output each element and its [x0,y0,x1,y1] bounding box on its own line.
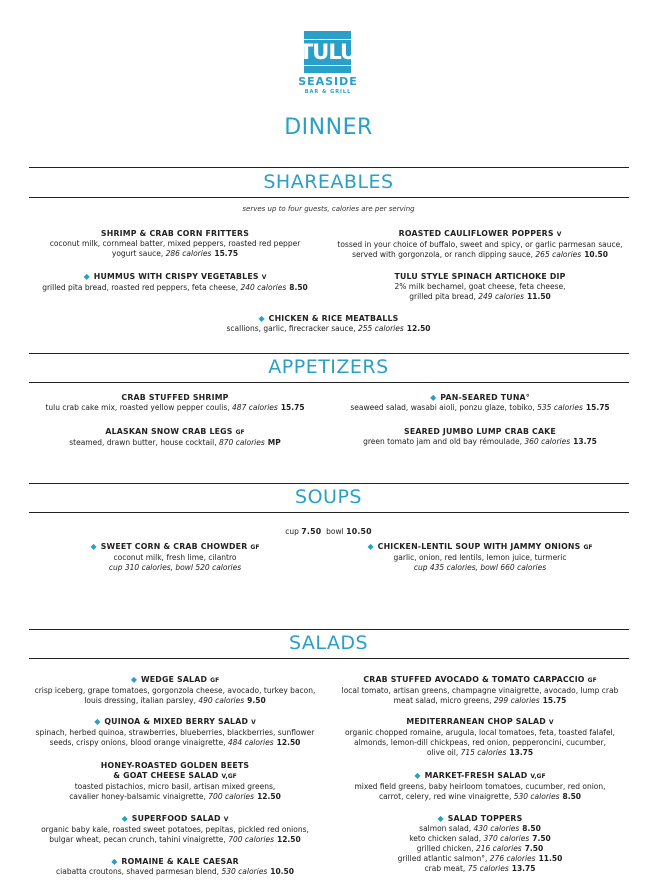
section-title-shareables: SHAREABLES [263,171,394,193]
divider [29,483,629,484]
item-name-line2: & GOAT CHEESE SALAD [113,771,219,780]
item-desc: bulgar wheat, pecan crunch, tahini vinaigrette, [49,835,226,844]
topper-calories: 370 calories [483,834,530,843]
item-calories: 249 calories [478,292,525,301]
topper-calories: 276 calories [489,854,536,863]
item-name: HUMMUS WITH CRISPY VEGETABLES [93,272,259,281]
dietary-tag: V [251,719,256,726]
item-price: 15.75 [585,403,610,412]
dietary-tag: GF [235,429,245,436]
cup-price: 7.50 [301,527,322,536]
section-title-appetizers: APPETIZERS [268,356,389,378]
diamond-icon: ◆ [437,814,444,823]
dietary-tag: V [223,816,229,823]
topper-calories: 430 calories [473,824,520,833]
cup-label: cup [285,527,299,536]
topper-price: 7.50 [532,834,551,843]
dietary-tag: GF [587,677,597,684]
topper-calories: 75 calories [467,864,509,873]
item-desc: cavalier honey-balsamic vinaigrette, [69,792,206,801]
item-desc: spinach, herbed quinoa, strawberries, blueberries, blackberries, sunflower [35,728,315,737]
item-desc: seeds, crispy onions, blood orange vinaigrette, [49,738,226,747]
item-desc: green tomato jam and old bay rémoulade, [363,437,522,446]
item-price: 13.75 [509,748,534,757]
item-price: MP [267,438,281,447]
item-price: 12.50 [276,835,301,844]
topper-label: keto chicken salad, [409,834,482,843]
divider [29,353,629,354]
topper-price: 7.50 [524,844,544,853]
diamond-icon: ◆ [367,542,374,551]
item-desc: almonds, lemon-dill chickpeas, red onion, pepperoncini, cucumber, [354,738,606,747]
tulu-logo [298,31,357,73]
item-calories: 299 calories [493,696,540,705]
topper-price: 8.50 [522,824,541,833]
bowl-price: 10.50 [346,527,372,536]
topper-row [330,864,630,874]
diamond-icon: ◆ [111,857,118,866]
item-name: SEARED JUMBO LUMP CRAB CAKE [404,427,556,436]
dietary-tag: V [556,231,562,238]
item-calories: 484 calories [227,738,274,747]
item-name: ALASKAN SNOW CRAB LEGS [105,427,233,436]
diamond-icon: ◆ [414,771,421,780]
menu-item [30,857,320,877]
item-name: SWEET CORN & CRAB CHOWDER [100,542,248,551]
topper-row [330,824,630,834]
item-price: 10.50 [584,250,608,259]
item-name: TULU STYLE SPINACH ARTICHOKE DIP [394,272,566,281]
menu-item [30,427,320,448]
diamond-icon: ◆ [430,393,437,402]
item-calories: 490 calories [198,696,245,705]
topper-row [330,834,630,844]
section-title-soups: SOUPS [295,486,362,508]
item-calories: 360 calories [524,437,571,446]
menu-item [330,771,630,802]
menu-item [330,229,630,260]
item-desc: steamed, drawn butter, house cocktail, [69,438,217,447]
diamond-icon: ◆ [130,675,137,684]
item-name: CHICKEN-LENTIL SOUP WITH JAMMY ONIONS [377,542,581,551]
bowl-label: bowl [326,527,344,536]
item-desc: louis dressing, italian parsley, [84,696,196,705]
logo-mark: TULU [295,39,360,66]
dietary-tag: V [261,274,267,281]
item-desc: grilled pita bread, roasted red peppers, feta cheese, [42,283,239,292]
menu-item [30,272,320,293]
item-calories: 715 calories [460,748,507,757]
item-calories: 530 calories [513,792,560,801]
menu-item [30,229,320,259]
item-desc: toasted pistachios, micro basil, artisan mixed greens, [74,782,276,791]
item-calories: cup 435 calories, bowl 660 calories [413,563,547,572]
menu-item [330,717,630,758]
topper-label: crab meat, [424,864,466,873]
topper-row [330,844,630,854]
divider [29,197,629,198]
menu-item [330,675,630,706]
item-price: 8.50 [562,792,582,801]
item-name: PAN-SEARED TUNA° [440,393,530,402]
item-desc: organic chopped romaine, arugula, local tomatoes, feta, toasted falafel, [344,728,616,737]
toppers-title: SALAD TOPPERS [447,814,523,823]
menu-item [330,427,630,447]
item-name: WEDGE SALAD [140,675,208,684]
item-calories: 240 calories [240,283,287,292]
topper-label: grilled atlantic salmon°, [397,854,488,863]
topper-price: 11.50 [538,854,563,863]
item-price: 13.75 [573,437,597,446]
item-name: ROMAINE & KALE CAESAR [121,857,239,866]
dietary-tag: V [548,719,554,726]
item-desc: meat salad, micro greens, [393,696,492,705]
item-desc: coconut milk, fresh lime, cilantro [113,553,237,562]
diamond-icon: ◆ [90,542,97,551]
item-desc: carrot, celery, red wine vinaigrette, [378,792,512,801]
item-name: CRAB STUFFED SHRIMP [121,393,229,402]
item-calories: 265 calories [535,250,582,259]
item-price: 12.50 [406,324,431,333]
divider [29,658,629,659]
item-name: SUPERFOOD SALAD [131,814,221,823]
item-name: CHICKEN & RICE MEATBALLS [268,314,399,323]
shareables-note: serves up to four guests, calories are per serving [242,205,415,213]
salad-toppers [330,814,630,874]
item-desc: mixed field greens, baby heirloom tomatoes, cucumber, red onion, [354,782,606,791]
divider [29,382,629,383]
topper-row [330,854,630,864]
item-desc: tulu crab cake mix, roasted yellow pepper coulis, [45,403,230,412]
diamond-icon: ◆ [83,272,90,281]
item-calories: 530 calories [221,867,268,876]
menu-item [30,761,320,802]
menu-item [330,542,630,573]
item-calories: 535 calories [537,403,583,412]
item-price: 8.50 [289,283,308,292]
item-name: HONEY-ROASTED GOLDEN BEETS [100,761,250,770]
menu-item [30,814,320,845]
item-desc: coconut milk, cornmeal batter, mixed peppers, roasted red pepper [49,239,301,248]
diamond-icon: ◆ [94,717,101,726]
soup-prices [0,527,657,537]
item-price: 11.50 [527,292,551,301]
logo-name: SEASIDE [298,75,358,88]
topper-price: 13.75 [511,864,536,873]
item-calories: cup 310 calories, bowl 520 calories [108,563,242,572]
item-desc: 2% milk bechamel, goat cheese, feta cheese, [394,282,566,291]
item-name: MEDITERRANEAN CHOP SALAD [406,717,546,726]
logo-subtitle: BAR & GRILL [304,89,352,95]
menu-item [330,393,630,413]
item-desc: crisp iceberg, grape tomatoes, gorgonzola cheese, avocado, turkey bacon, [34,686,316,695]
item-price: 10.50 [270,867,294,876]
menu-item [30,393,320,413]
item-desc: local tomato, artisan greens, champagne vinaigrette, avocado, lump crab [341,686,619,695]
topper-calories: 216 calories [475,844,522,853]
dietary-tag: V,GF [221,773,237,780]
topper-label: grilled chicken, [416,844,474,853]
dietary-tag: V,GF [530,773,546,780]
topper-label: salmon salad, [419,824,472,833]
item-desc: scallions, garlic, firecracker sauce, [226,324,356,333]
dietary-tag: GF [583,544,593,551]
item-price: 15.75 [214,249,239,258]
dietary-tag: GF [250,544,260,551]
diamond-icon: ◆ [121,814,128,823]
item-price: 15.75 [542,696,567,705]
item-price: 9.50 [247,696,266,705]
menu-item [0,314,657,334]
item-desc: yogurt sauce, [111,249,164,258]
item-price: 12.50 [257,792,281,801]
item-desc: olive oil, [426,748,459,757]
item-desc: organic baby kale, roasted sweet potatoes, pepitas, pickled red onions, [41,825,309,834]
item-calories: 286 calories [165,249,212,258]
item-desc: ciabatta croutons, shaved parmesan blend, [56,867,220,876]
section-title-salads: SALADS [288,632,369,654]
diamond-icon: ◆ [258,314,265,323]
divider [29,167,629,168]
item-name: MARKET-FRESH SALAD [424,771,528,780]
divider [29,629,629,630]
item-name: ROASTED CAULIFLOWER POPPERS [398,229,554,238]
dietary-tag: GF [210,677,220,684]
menu-item [330,272,630,302]
divider [29,512,629,513]
menu-item [30,542,320,573]
item-calories: 700 calories [208,792,255,801]
menu-item [30,717,320,748]
menu-item [30,675,320,706]
page-title: DINNER [284,115,373,140]
item-calories: 255 calories [358,324,404,333]
item-desc: served with gorgonzola, or ranch dipping sauce, [352,250,534,259]
item-desc: garlic, onion, red lentils, lemon juice, turmeric [393,553,567,562]
item-calories: 487 calories [232,403,278,412]
item-desc: tossed in your choice of buffalo, sweet and spicy, or garlic parmesan sauce, [337,240,623,249]
item-calories: 700 calories [228,835,274,844]
item-price: 12.50 [276,738,301,747]
item-name: QUINOA & MIXED BERRY SALAD [104,717,249,726]
item-name: CRAB STUFFED AVOCADO & TOMATO CARPACCIO [363,675,585,684]
item-desc: grilled pita bread, [409,292,476,301]
item-name: SHRIMP & CRAB CORN FRITTERS [100,229,250,238]
item-desc: seaweed salad, wasabi aioli, ponzu glaze, tobiko, [350,403,535,412]
item-price: 15.75 [280,403,305,412]
item-calories: 870 calories [219,438,265,447]
